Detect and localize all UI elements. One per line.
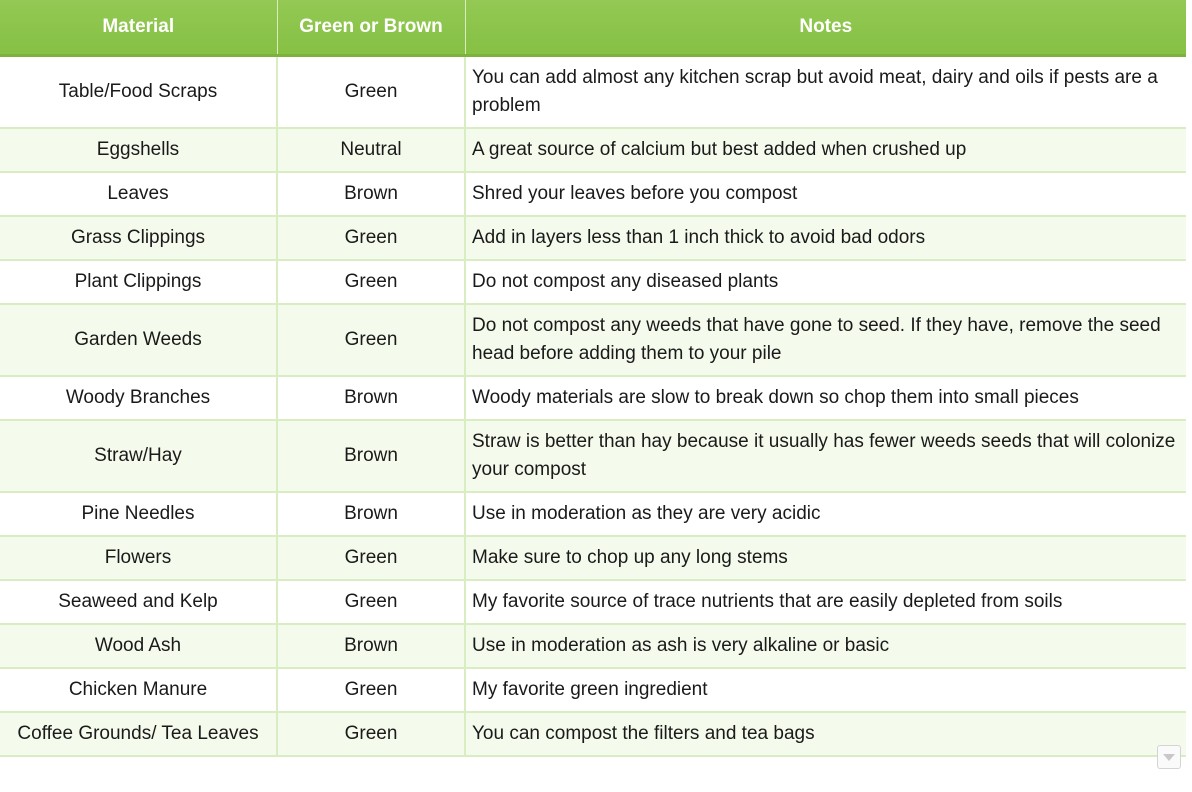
- header-green-or-brown: Green or Brown: [277, 0, 465, 56]
- notes-cell: You can add almost any kitchen scrap but avoid meat, dairy and oils if pests are a problem: [465, 56, 1186, 128]
- type-cell: Brown: [277, 376, 465, 420]
- table-row: [0, 56, 1186, 128]
- type-cell: Brown: [277, 624, 465, 668]
- table-row: [0, 304, 1186, 376]
- material-cell: Chicken Manure: [0, 668, 277, 712]
- material-cell: Flowers: [0, 536, 277, 580]
- table-row: [0, 420, 1186, 492]
- scroll-down-button[interactable]: [1157, 745, 1181, 769]
- table-row: [0, 492, 1186, 536]
- material-cell: Table/Food Scraps: [0, 56, 277, 128]
- type-cell: Brown: [277, 420, 465, 492]
- material-cell: Straw/Hay: [0, 420, 277, 492]
- table-row: [0, 376, 1186, 420]
- material-cell: Grass Clippings: [0, 216, 277, 260]
- notes-cell: A great source of calcium but best added when crushed up: [465, 128, 1186, 172]
- table-row: [0, 128, 1186, 172]
- notes-cell: Use in moderation as they are very acidic: [465, 492, 1186, 536]
- notes-cell: Shred your leaves before you compost: [465, 172, 1186, 216]
- table-row: [0, 260, 1186, 304]
- table-row: [0, 172, 1186, 216]
- table-header-row: [0, 0, 1186, 56]
- material-cell: Garden Weeds: [0, 304, 277, 376]
- type-cell: Brown: [277, 492, 465, 536]
- type-cell: Brown: [277, 172, 465, 216]
- material-cell: Coffee Grounds/ Tea Leaves: [0, 712, 277, 756]
- header-notes: Notes: [465, 0, 1186, 56]
- notes-cell: Use in moderation as ash is very alkaline or basic: [465, 624, 1186, 668]
- material-cell: Wood Ash: [0, 624, 277, 668]
- material-cell: Pine Needles: [0, 492, 277, 536]
- chevron-down-icon: [1163, 754, 1175, 761]
- table-row: [0, 712, 1186, 756]
- notes-cell: Do not compost any diseased plants: [465, 260, 1186, 304]
- notes-cell: My favorite source of trace nutrients that are easily depleted from soils: [465, 580, 1186, 624]
- notes-cell: Make sure to chop up any long stems: [465, 536, 1186, 580]
- type-cell: Green: [277, 580, 465, 624]
- type-cell: Green: [277, 216, 465, 260]
- type-cell: Green: [277, 260, 465, 304]
- type-cell: Green: [277, 536, 465, 580]
- type-cell: Green: [277, 56, 465, 128]
- type-cell: Neutral: [277, 128, 465, 172]
- notes-cell: Add in layers less than 1 inch thick to avoid bad odors: [465, 216, 1186, 260]
- table-row: [0, 216, 1186, 260]
- notes-cell: You can compost the filters and tea bags: [465, 712, 1186, 756]
- notes-cell: Do not compost any weeds that have gone to seed. If they have, remove the seed head before adding them to your pile: [465, 304, 1186, 376]
- notes-cell: Straw is better than hay because it usually has fewer weeds seeds that will colonize your compost: [465, 420, 1186, 492]
- table-row: [0, 536, 1186, 580]
- type-cell: Green: [277, 668, 465, 712]
- type-cell: Green: [277, 304, 465, 376]
- table-row: [0, 668, 1186, 712]
- notes-cell: My favorite green ingredient: [465, 668, 1186, 712]
- table-row: [0, 624, 1186, 668]
- material-cell: Seaweed and Kelp: [0, 580, 277, 624]
- header-material: Material: [0, 0, 277, 56]
- table-row: [0, 580, 1186, 624]
- notes-cell: Woody materials are slow to break down so chop them into small pieces: [465, 376, 1186, 420]
- material-cell: Woody Branches: [0, 376, 277, 420]
- type-cell: Green: [277, 712, 465, 756]
- material-cell: Eggshells: [0, 128, 277, 172]
- material-cell: Leaves: [0, 172, 277, 216]
- material-cell: Plant Clippings: [0, 260, 277, 304]
